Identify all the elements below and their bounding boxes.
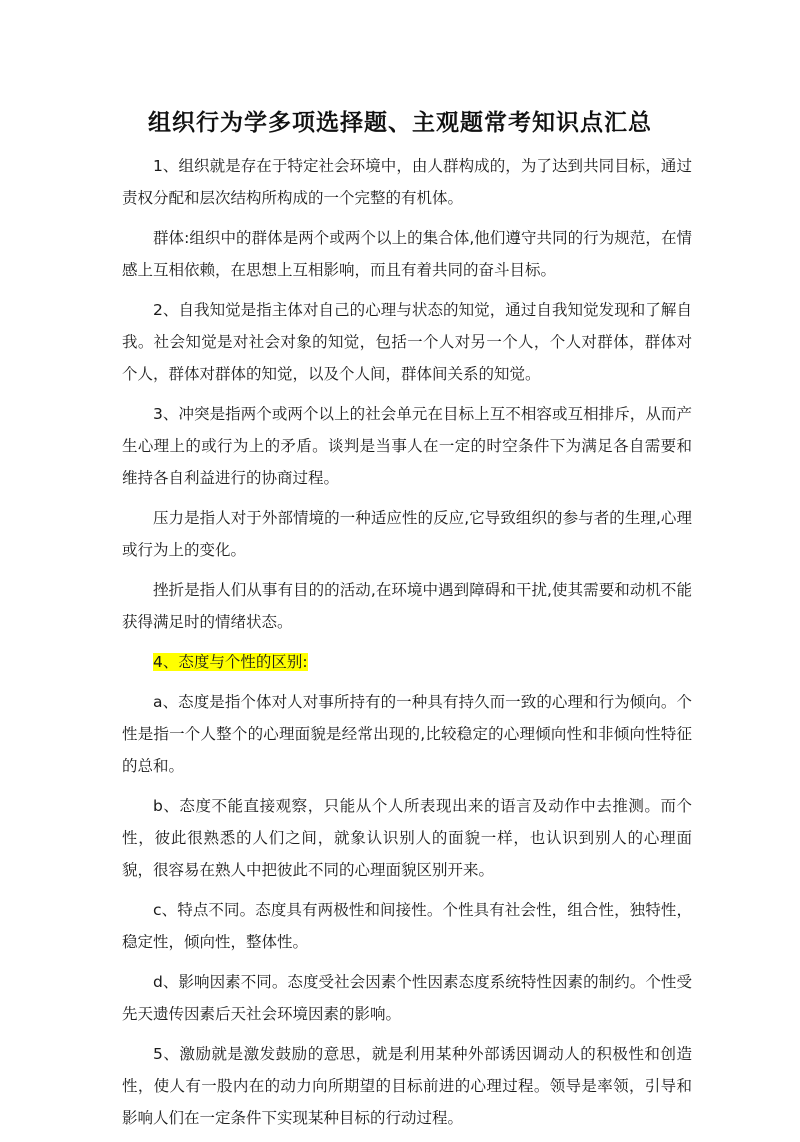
paragraph-item-d [122,966,692,1030]
paragraph-text: 1、组织就是存在于特定社会环境中，由人群构成的，为了达到共同目标，通过责权分配和层次结构所构成的一个完整的有机体。 [122,157,692,207]
paragraph-text: a、态度是指个体对人对事所持有的一种具有持久而一致的心理和行为倾向。个性是指一个人整个的心理面貌是经常出现的,比较稳定的心理倾向性和非倾向性特征的总和。 [122,693,692,775]
paragraph-text: 5、激励就是激发鼓励的意思，就是利用某种外部诱因调动人的积极性和创造性，使人有一股内在的动力向所期望的目标前进的心理过程。领导是率领，引导和影响人们在一定条件下实现某种目标的行动过程。 [122,1045,692,1127]
paragraph-text: 群体:组织中的群体是两个或两个以上的集合体,他们遵守共同的行为规范，在情感上互相依赖，在思想上互相影响，而且有着共同的奋斗目标。 [122,229,692,279]
paragraph-item-b [122,790,692,886]
paragraph-motivation [122,1038,692,1134]
document-body [122,150,692,1142]
paragraph-organization [122,150,692,214]
paragraph-text: 挫折是指人们从事有目的的活动,在环境中遇到障碍和干扰,使其需要和动机不能获得满足时的情绪状态。 [122,581,692,631]
page-title: 组织行为学多项选择题、主观题常考知识点汇总 [148,110,652,136]
paragraph-perception [122,294,692,390]
paragraph-text: 压力是指人对于外部情境的一种适应性的反应,它导致组织的参与者的生理,心理或行为上的变化。 [122,509,692,559]
paragraph-item-c [122,894,692,958]
paragraph-text: 2、自我知觉是指主体对自己的心理与状态的知觉，通过自我知觉发现和了解自我。社会知觉是对社会对象的知觉，包括一个人对另一个人，个人对群体，群体对个人，群体对群体的知觉，以及个人间，群体间关系的知觉。 [122,301,692,383]
paragraph-stress [122,502,692,566]
paragraph-text: b、态度不能直接观察，只能从个人所表现出来的语言及动作中去推测。而个性，彼此很熟悉的人们之间，就象认识别人的面貌一样，也认识到别人的心理面貌，很容易在熟人中把彼此不同的心理面貌区别开来。 [122,797,692,879]
paragraph-frustration [122,574,692,638]
paragraph-text: c、特点不同。态度具有两极性和间接性。个性具有社会性，组合性，独特性，稳定性，倾向性，整体性。 [122,901,692,951]
paragraph-text: d、影响因素不同。态度受社会因素个性因素态度系统特性因素的制约。个性受先天遗传因素后天社会环境因素的影响。 [122,973,692,1023]
paragraph-conflict [122,398,692,494]
paragraph-text: 3、冲突是指两个或两个以上的社会单元在目标上互不相容或互相排斥，从而产生心理上的或行为上的矛盾。谈判是当事人在一定的时空条件下为满足各自需要和维持各自利益进行的协商过程。 [122,405,692,487]
paragraph-group [122,222,692,286]
highlighted-heading: 4、态度与个性的区别: [153,653,308,671]
paragraph-section-heading [122,646,692,678]
paragraph-item-a [122,686,692,782]
